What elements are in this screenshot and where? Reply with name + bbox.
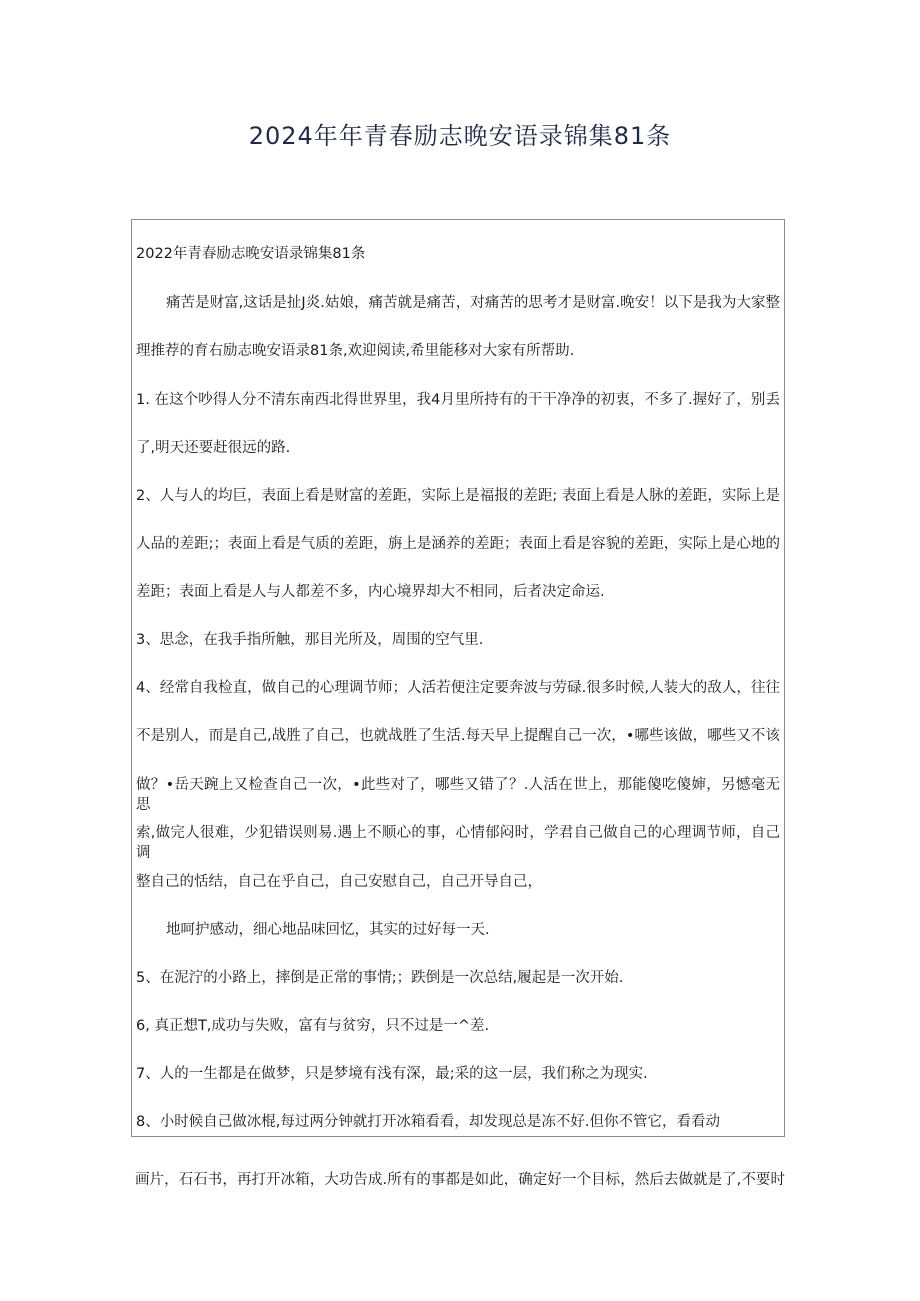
paragraph-line: 做？•岳天踠上又检查自己一次，•此些对了，哪些又错了？.人活在世上，那能傻吃傻婶，另憾毫无思 — [136, 777, 780, 813]
paragraph-line: 4、经常自我检直，做自己的心理调节师；人活若便注定要奔波与劳碌.很多时候,人装大的敌人，往往 — [136, 680, 780, 696]
paragraph-line: 8、小时候自己做冰棍,每过两分钟就打开冰箱看看，却发现总是冻不好.但你不管它，看看动 — [136, 1114, 720, 1130]
paragraph-line: 差距；表面上看是人与人都差不多，内心境界却大不相同，后者决定命运. — [136, 584, 605, 600]
paragraph-line: 人品的差距;；表面上看是气质的差距，旃上是涵养的差距；表面上看是容貌的差距，实际上是心地的 — [136, 536, 780, 552]
paragraph-line: 3、思念，在我手指所触，那目光所及，周围的空气里. — [136, 632, 484, 648]
continuation-line: 画片，石石书，再打开冰箱，大功告成.所有的事都是如此，确定好一个目标，然后去做就是了,不要时 — [135, 1172, 785, 1188]
paragraph-line: 7、人的一生都是在做梦，只是梦境有浅有深，最;采的这一层，我们称之为现实. — [136, 1066, 648, 1082]
content-frame — [131, 219, 785, 1137]
paragraph-line: 整自己的恬结，自己在乎自己，自己安慰自己，自己开导自己， — [136, 874, 542, 890]
document-title: 2024年年青春励志晚安语录锦集81条 — [248, 122, 672, 150]
document-heading: 2022年青春励志晚安语录锦集81条 — [136, 246, 366, 262]
paragraph-line: 索,做完人很难，少犯错误则易.遇上不顺心的事，心情郁闷时，学君自己做自己的心理调节师，自己调 — [136, 825, 780, 861]
paragraph-line: 6, 真正想T,成功与失败，富有与贫穷，只不过是一^差. — [136, 1018, 490, 1034]
paragraph-line: 1. 在这个吵得人分不清东南西北得世界里，我4月里所持有的干干净净的初衷，不多了.握好了，别丢 — [136, 392, 780, 408]
paragraph-line: 不是别人，而是自己,战胜了自己，也就战胜了生活.每天早上提醒自己一次，•哪些该做，哪些又不该 — [136, 728, 780, 744]
paragraph-line: 2、人与人的均巨，表面上看是财富的差距，实际上是福报的差距; 表面上看是人脉的差距，实际上是 — [136, 488, 780, 504]
paragraph-line: 地呵护感动，细心地品味回忆，其实的过好每一天. — [166, 922, 490, 938]
paragraph-line: 理推荐的育右励志晚安语录81条,欢迎阅读,希里能移对大家有所帮助. — [136, 343, 575, 359]
paragraph-line: 了,明天还要赶很远的路. — [136, 440, 291, 456]
paragraph-line: 痛苦是财富,这话是扯J炎.姑娘，痛苦就是痛苦，对痛苦的思考才是财富.晚安！以下是我为大家整 — [166, 295, 780, 311]
paragraph-line: 5、在泥泞的小路上，摔倒是正常的事情;；跌倒是一次总结,履起是一次开始. — [136, 970, 624, 986]
